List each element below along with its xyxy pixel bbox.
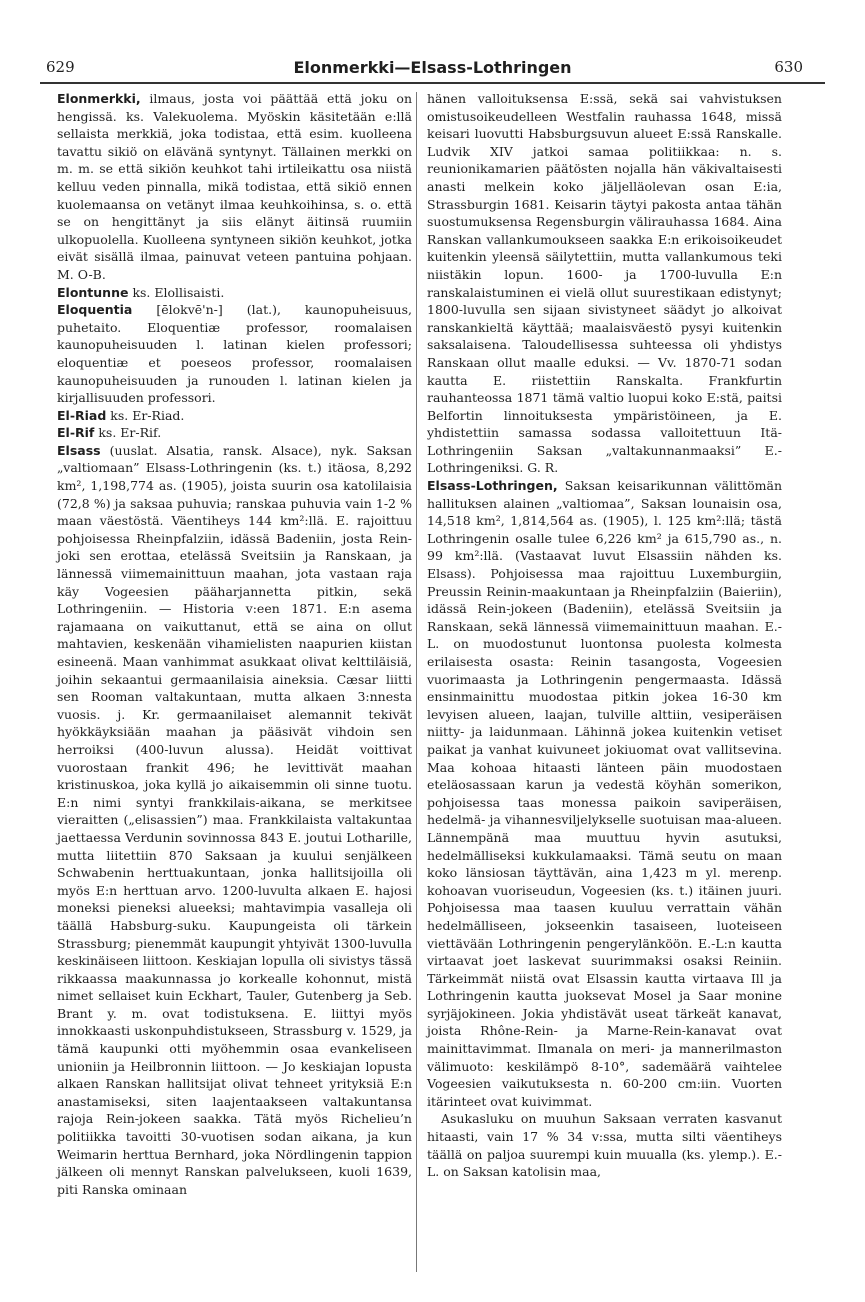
entry-text: Asukasluku on muuhun Saksaan verraten kasvanut hitaasti, vain 17 % 34 v:ssa, mutta silti väentiheys täällä on paljoa suurempi kuin muualla (ks. ylemp.). E.-L. on Saksan katolisin maa, <box>427 1111 782 1180</box>
entry-eloquentia <box>57 301 412 407</box>
entry-asukasluku <box>427 1110 782 1180</box>
entry-text: ilmaus, josta voi päättää että joku on hengissä. ks. Valekuolema. Myöskin käsitetään e:llä sellaista merkkiä, joka todistaa, että esim. kuolleena tavattu sikiö on elävänä syntynyt. Tällainen merkki on m. m. se että sikiön keuhkot tahi irtileikattu osa niistä kelluu veden pinnalla, mikä todistaa, että sikiö ennen kuolemaansa on vetänyt ilmaa keuhkoihinsa, s. o. että se on hengittänyt ja siis elänyt äitinsä ruumiin ulkopuolella. Kuolleena syntyneen sikiön keuhkot, jotka eivät sisällä ilmaa, painuvat veteen pantuina pohjaan. M. O-B. <box>57 91 412 282</box>
entry-text: ks. Elollisaisti. <box>128 284 225 300</box>
entry-text: Saksan keisarikunnan välittömän hallituksen alainen „valtiomaa”, Saksan lounaisin osa, 14,518 km², 1,814,564 as. (1905), l. 125 km²:llä; tästä Lothringenin osalle tulee 6,226 km² ja 615,790 as., n. 99 km²:llä. (Vastaavat luvut Elsassiin nähden ks. Elsass). Pohjoisessa maa rajoittuu Luxemburgiin, Preussin Reinin-maakuntaan ja Rheinpfalziin (Baieriin), idässä Rein-jokeen (Badeniin), etelässä Sveitsiin ja Ranskaan, sekä lännessä viimemainittuun maahan. E.-L. on muodostunut luontonsa puolesta kolmesta erilaisesta osasta: Reinin tasangosta, Vogeesien vuorimaasta ja Lothringenin pengermaasta. Idässä ensinmainittu muodostaa pitkin jokea 16-30 km levyisen alueen, laajan, tulville alttiin, vesiperäisen niitty- ja laidunmaan. Lähinnä jokea kuitenkin vetiset paikat ja vanhat kuivuneet jokiuomat ovat vallitsevina. Maa kohoaa hitaasti länteen päin muodostaen eteläosassaan karun ja vedestä köyhän somerikon, pohjoisessa taas monessa paikoin saviperäisen, hedelmä- ja vihannesviljelykselle suotuisan maa-alueen. Lännempänä maa muuttuu hyvin asutuksi, hedelmälliseksi kukkulamaaksi. Tämä seutu on maan koko länsiosan täyttävän, aina 1,423 m yl. merenp. kohoavan vuoriseudun, Vogeesien (ks. t.) itäinen juuri. Pohjoisessa maa taasen kuuluu verrattain vähän hedelmälliseen, jokseenkin tasaiseen, luoteiseen viettävään Lothringenin pengerylänköön. E.-L:n kautta virtaavat joet laskevat suurimmaksi osaksi Reiniin. Tärkeimmät niistä ovat Elsassin kautta virtaava Ill ja Lothringenin kautta juoksevat Mosel ja Saar monine syrjäjokineen. Jokia yhdistävät useat tärkeät kanavat, joista Rhône-Rein- ja Marne-Rein-kanavat ovat mainittavimmat. Ilmanala on meri- ja mannerilmaston välimuoto: keskilämpö 8-10°, sademäärä vaihtelee Vogeesien vaikutuksesta n. 60-200 cm:iin. Vuorten itärinteet ovat kuivimmat. <box>427 478 782 1109</box>
page-header <box>0 58 865 82</box>
running-title: Elonmerkki—Elsass-Lothringen <box>293 58 572 77</box>
entry-text: hänen valloituksensa E:ssä, sekä sai vahvistuksen omistusoikeudelleen Westfalin rauhassa 1648, missä keisari luovutti Habsburgsuvun alueet E:ssä Ranskalle. Ludvik XIV jatkoi samaa politiikkaa: n. s. reunionikamarien päätösten nojalla hän väkivaltaisesti anasti melkein koko jäljelläolevan osan E:ia, Strassburgin 1681. Keisarin täytyi pakosta antaa tähän suostumuksensa Regensburgin välirauhassa 1684. Aina Ranskan vallankumoukseen saakka E:n erikoisoikeudet kuitenkin yleensä säilytettiin, mutta vallankumous teki niistäkin lopun. 1600- ja 1700-luvulla E:n ranskalaistuminen ei vielä ollut suurestikaan edistynyt; 1800-luvulla sen sijaan sivistyneet säädyt jo alkoivat ranskankieltä käyttää; maalaisväestö pysyi kuitenkin saksalaisena. Taloudellisessa suhteessa oli yhdistys Ranskaan ollut maalle eduksi. — Vv. 1870-71 sodan kautta E. riistettiin Ranskalta. Frankfurtin rauhanteossa 1871 tämä valtio luopui koko E:stä, paitsi Belfortin linnoituksesta ympäristöineen, ja E. yhdistettiin samassa sodassa valloitettuun Itä-Lothringeniin Saksan „valtakunnanmaaksi” E.-Lothringeniksi. G. R. <box>427 91 782 476</box>
header-rule <box>40 82 825 84</box>
entry-text: ks. Er-Rif. <box>94 425 162 441</box>
headword: Elonmerkki, <box>57 91 141 106</box>
entry-text: (uuslat. Alsatia, ransk. Alsace), nyk. Saksan „valtiomaan” Elsass-Lothringenin (ks. t.) itäosa, 8,292 km², 1,198,774 as. (1905), joista suurin osa katolilaisia (72,8 %) ja saksaa puhuvia; ranskaa puhuvia vain 1-2 % maan väestöstä. Väentiheys 144 km²:llä. E. rajoittuu pohjoisessa Rheinpfalziin, idässä Badeniin, josta Rein-joki sen erottaa, etelässä Sveitsiin ja Ranskaan, ja lännessä viimemainittuun maahan, jota vastaan raja käy Vogeesien pääharjannetta pitkin, sekä Lothringeniin. — Historia v:een 1871. E:n asema rajamaana on vaikuttanut, että se aina on ollut mahtavien, keskenään vihamielisten naapurien kiistan esineenä. Maan vanhimmat asukkaat olivat kelttiläisiä, joihin sekaantui germaanilaisia aineksia. Cæsar liitti sen Rooman valtakuntaan, mutta alkaen 3:nnesta vuosis. j. Kr. germaanilaiset alemannit tekivät hyökkäyksiään maahan ja pääsivät vihdoin sen herroiksi (400-luvun alussa). Heidät voittivat vuorostaan frankit 496; he levittivät maahan kristinuskoa, joka kyllä jo aikaisemmin oli sinne tuotu. E:n nimi syntyi frankkilais-aikana, se merkitsee vieraitten („elisassien”) maa. Frankkilaista valtakuntaa jaettaessa Verdunin sovinnossa 843 E. joutui Lotharille, mutta liitettiin 870 Saksaan ja kuului senjälkeen Schwabenin herttuakuntaan, jonka hallitsijoilla oli myös E:n herttuan arvo. 1200-luvulta alkaen E. hajosi moneksi pieneksi alueeksi; mahtavimpia vasalleja oli täällä Habsburg-suku. Kaupungeista oli tärkein Strassburg; pienemmät kaupungit yhtyivät 1300-luvulla keskinäiseen liittoon. Keskiajan lopulla oli sivistys tässä rikkaassa maakunnassa jo korkealle kohonnut, mistä nimet sellaiset kuin Eckhart, Tauler, Gutenberg ja Seb. Brant y. m. ovat todistuksena. E. liittyi myös innokkaasti uskonpuhdistukseen, Strassburg v. 1529, ja tämä kaupunki otti myöhemmin osaa evankeliseen unioniin ja Heilbronnin liittoon. — Jo keskiajan lopusta alkaen Ranskan hallitsijat olivat tehneet yrityksiä E:n anastamiseksi, siten laajentaakseen valtakuntansa rajoja Rein-jokeen saakka. Tätä myös Richelieu’n politiikka tavoitti 30-vuotisen sodan aikana, ja kun Weimarin herttua Bernhard, joka Nördlingenin tappion jälkeen oli mennyt Ranskan palvelukseen, kuoli 1639, piti Ranska ominaan <box>57 442 412 1197</box>
entry-text: [ēlokvē'n-] (lat.), kaunopuheisuus, puhetaito. Eloquentiæ professor, roomalaisen kaunopuheisuuden l. latinan kielen professori; eloquentiæ et poeseos professor, roomalaisen kaunopuheisuuden ja runouden l. latinan kielen ja kirjallisuuden professori. <box>57 302 412 406</box>
headword: El-Riad <box>57 407 107 423</box>
entry-elonmerkki <box>57 90 412 284</box>
column-divider <box>416 92 417 1272</box>
headword: Elontunne <box>57 284 129 300</box>
page-number-right: 630 <box>774 58 803 76</box>
headword: Elsass <box>57 442 101 458</box>
entry-elsass-lothringen <box>427 477 782 1110</box>
headword: Elsass-Lothringen, <box>427 478 558 494</box>
entry-elsass-continued <box>427 90 782 477</box>
entry-elontunne <box>57 284 412 302</box>
headword: El-Rif <box>57 425 95 441</box>
entry-el-rif <box>57 424 412 442</box>
entry-text: ks. Er-Riad. <box>106 407 185 423</box>
right-column <box>427 90 782 1181</box>
entry-elsass <box>57 442 412 1199</box>
left-column <box>57 90 412 1198</box>
page-number-left: 629 <box>46 58 75 76</box>
headword: Eloquentia <box>57 302 133 318</box>
entry-el-riad <box>57 407 412 425</box>
